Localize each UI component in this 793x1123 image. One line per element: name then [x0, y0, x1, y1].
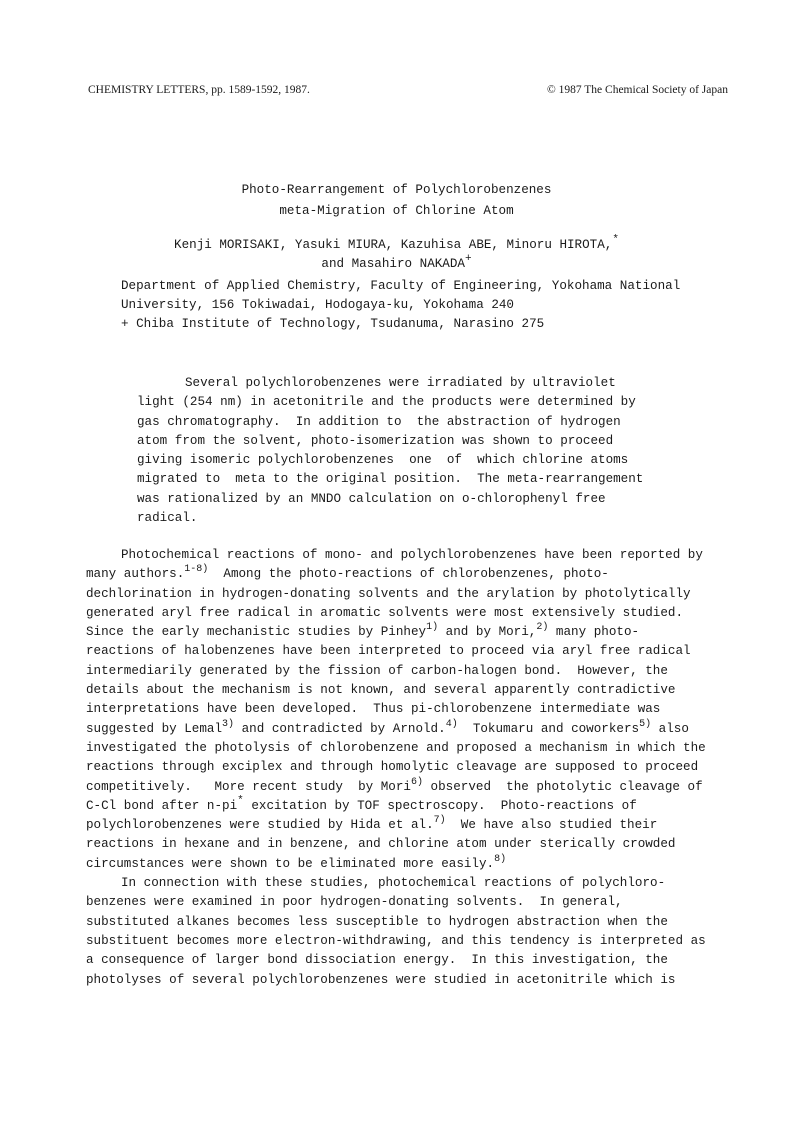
body-line: dechlorination in hydrogen-donating solvents and the arylation by photolytically [86, 586, 691, 601]
body-line: a consequence of larger bond dissociation energy. In this investigation, the [86, 953, 668, 968]
body-line: generated aryl free radical in aromatic solvents were most extensively studied. [86, 605, 684, 620]
abstract-line: giving isomeric polychlorobenzenes one of which chlorine atoms [137, 453, 629, 468]
reference-mark: 8) [494, 853, 507, 865]
body-line: competitively. More recent study by Mori$^{6)}$ observed the photolytic cleavage of [86, 776, 703, 794]
body-line: C-Cl bond after n-pi* excitation by TOF spectroscopy. Photo-reactions of [86, 794, 637, 813]
body-line: details about the mechanism is not known, and several apparently contradictive [86, 683, 676, 698]
body-text [86, 546, 718, 990]
body-line: Photochemical reactions of mono- and polychlorobenzenes have been reported by [121, 548, 703, 562]
author-line-2 [0, 255, 793, 274]
paragraph-2 [86, 874, 718, 990]
body-line: reactions in hexane and in benzene, and chlorine atom under sterically crowded [86, 837, 676, 852]
author-names-2: and Masahiro NAKADA [321, 257, 465, 271]
abstract-line: radical. [137, 511, 198, 526]
body-line: reactions through exciplex and through homolytic cleavage are supposed to proceed [86, 760, 699, 775]
abstract-line: Several polychlorobenzenes were irradiated by ultraviolet [185, 376, 616, 390]
journal-citation: CHEMISTRY LETTERS, pp. 1589-1592, 1987. [88, 84, 310, 96]
reference-mark: 5) [639, 718, 652, 730]
reference-mark: 1-8) [184, 564, 209, 576]
copyright-notice: © 1987 The Chemical Society of Japan [547, 84, 728, 96]
corresponding-mark: * [612, 234, 619, 246]
reference-mark: 3) [222, 718, 235, 730]
reference-mark: 7) [433, 815, 446, 827]
abstract [137, 374, 667, 528]
title-line-1: Photo-Rearrangement of Polychlorobenzenes [241, 183, 552, 197]
reference-mark: 4) [445, 718, 458, 730]
body-line: suggested by Lemal$^{3)}$ and contradicted by Arnold.$^{4)}$ Tokumaru and coworkers$^{5)}$ also [86, 718, 689, 736]
body-line: investigated the photolysis of chlorobenzene and proposed a mechanism in which the [86, 740, 706, 755]
star-mark: * [237, 794, 244, 807]
body-line: reactions of halobenzenes have been interpreted to proceed via aryl free radical [86, 644, 691, 659]
reference-mark: 2) [536, 622, 549, 634]
author-line-1 [0, 236, 793, 255]
body-line: circumstances were shown to be eliminated more easily.$^{8)}$ [86, 853, 507, 871]
body-line: polychlorobenzenes were studied by Hida et al.$^{7)}$ We have also studied their [86, 815, 658, 833]
affiliation-line-3: + Chiba Institute of Technology, Tsudanuma, Narasino 275 [121, 317, 545, 331]
body-line: substituted alkanes becomes less susceptible to hydrogen abstraction when the [86, 914, 668, 929]
abstract-line: migrated to meta to the original position. The meta-rearrangement [137, 472, 644, 487]
body-line: substituent becomes more electron-withdrawing, and this tendency is interpreted as [86, 933, 706, 948]
abstract-line: atom from the solvent, photo-isomerization was shown to proceed [137, 433, 614, 448]
abstract-line: light (254 nm) in acetonitrile and the products were determined by [137, 395, 636, 410]
body-line: benzenes were examined in poor hydrogen-donating solvents. In general, [86, 895, 623, 910]
paper-title [0, 180, 793, 222]
paragraph-1 [86, 546, 718, 874]
author-list [0, 236, 793, 274]
running-header [88, 84, 728, 96]
affiliation-line-2: University, 156 Tokiwadai, Hodogaya-ku, Yokohama 240 [121, 298, 514, 312]
affiliation-line-1: Department of Applied Chemistry, Faculty of Engineering, Yokohama National [121, 279, 681, 293]
body-line: intermediarily generated by the fission of carbon-halogen bond. However, the [86, 663, 668, 678]
reference-mark: 6) [410, 776, 423, 788]
abstract-line: gas chromatography. In addition to the abstraction of hydrogen [137, 414, 621, 429]
body-line: In connection with these studies, photochemical reactions of polychloro- [121, 876, 666, 891]
affiliations [121, 277, 721, 334]
body-line: many authors.$^{1-8)}$ Among the photo-reactions of chlorobenzenes, photo- [86, 564, 609, 582]
author-names-1: Kenji MORISAKI, Yasuki MIURA, Kazuhisa ABE, Minoru HIROTA, [174, 238, 613, 252]
body-line: Since the early mechanistic studies by Pinhey$^{1)}$ and by Mori,$^{2)}$ many photo- [86, 622, 640, 640]
abstract-line: was rationalized by an MNDO calculation on o-chlorophenyl free [137, 491, 606, 506]
title-line-2: meta-Migration of Chlorine Atom [279, 204, 514, 218]
body-line: photolyses of several polychlorobenzenes were studied in acetonitrile which is [86, 972, 676, 987]
affiliation-mark: + [464, 253, 472, 265]
reference-mark: 1) [426, 622, 439, 634]
body-line: interpretations have been developed. Thus pi-chlorobenzene intermediate was [86, 702, 661, 717]
